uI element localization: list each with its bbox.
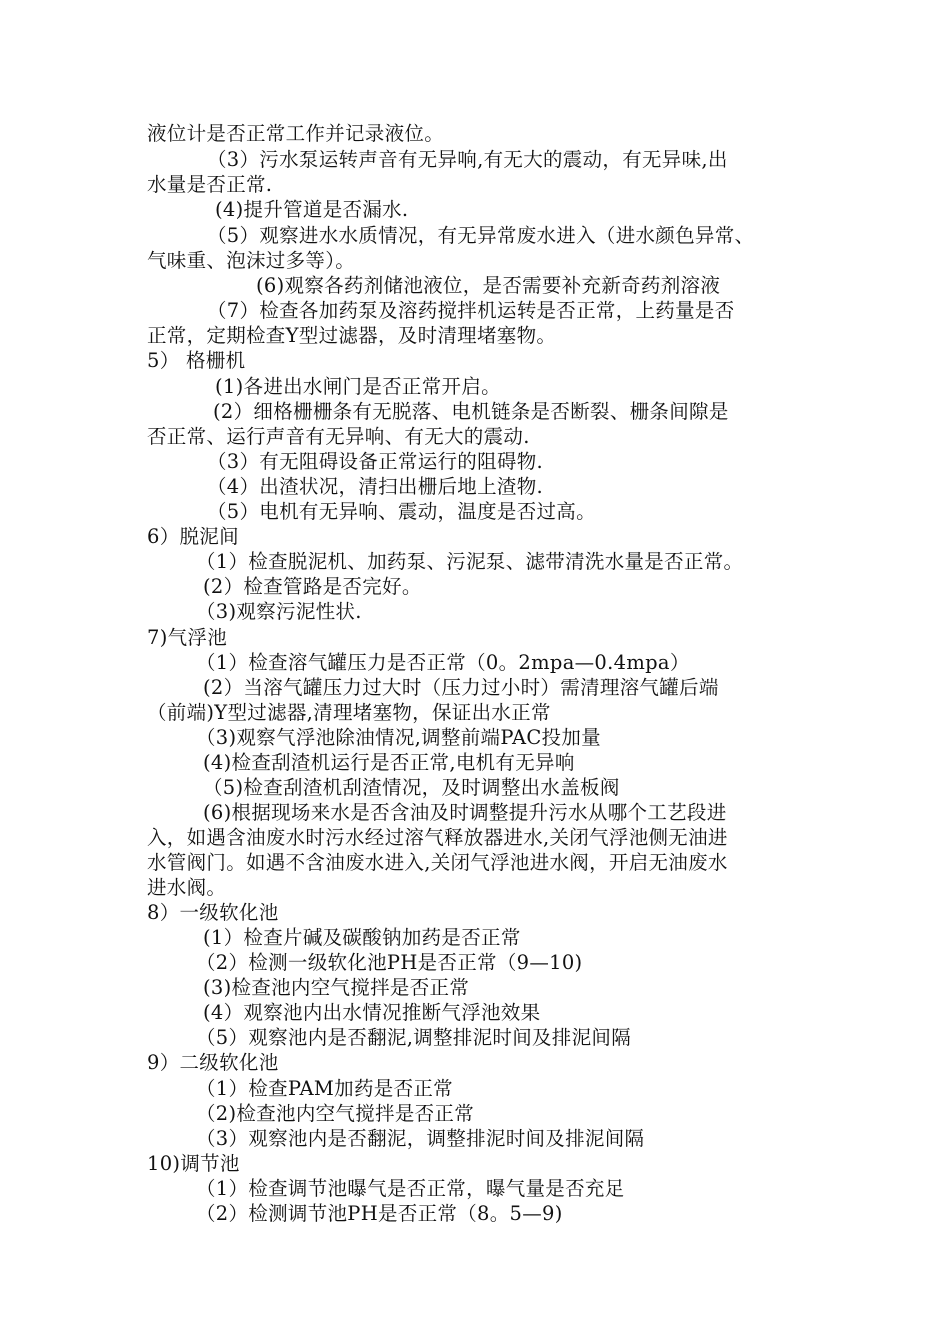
text-line: （4）出渣状况，清扫出栅后地上渣物. bbox=[207, 475, 544, 498]
text-line: 水量是否正常. bbox=[147, 173, 273, 196]
text-line: （1）检查溶气罐压力是否正常（0。2mpa—0.4mpa） bbox=[196, 651, 690, 674]
section-heading: 5） 格栅机 bbox=[147, 349, 246, 372]
text-line: （3）污水泵运转声音有无异响,有无大的震动，有无异味,出 bbox=[207, 148, 728, 171]
text-line: (6)观察各药剂储池液位，是否需要补充新奇药剂溶液 bbox=[256, 274, 721, 297]
text-line: (4)提升管道是否漏水. bbox=[215, 198, 409, 221]
text-line: (2）当溶气罐压力过大时（压力过小时）需清理溶气罐后端 bbox=[203, 676, 719, 699]
text-line: （3)观察污泥性状. bbox=[196, 600, 362, 623]
section-heading: 8）一级软化池 bbox=[147, 901, 279, 924]
text-line: (2）细格栅栅条有无脱落、电机链条是否断裂、栅条间隙是 bbox=[213, 400, 729, 423]
text-line: （5）观察进水水质情况，有无异常废水进入（进水颜色异常、 bbox=[207, 224, 755, 247]
text-line: (1）检查片碱及碳酸钠加药是否正常 bbox=[203, 926, 521, 949]
text-line: （1）检查调节池曝气是否正常，曝气量是否充足 bbox=[196, 1177, 625, 1200]
section-heading: 6）脱泥间 bbox=[147, 525, 239, 548]
text-line: (4）观察池内出水情况推断气浮池效果 bbox=[203, 1001, 541, 1024]
text-line: （1）检查脱泥机、加药泵、污泥泵、滤带清洗水量是否正常。 bbox=[196, 550, 744, 573]
text-line: （1）检查PAM加药是否正常 bbox=[196, 1077, 453, 1100]
section-heading: 9）二级软化池 bbox=[147, 1051, 279, 1074]
text-line: (6)根据现场来水是否含油及时调整提升污水从哪个工艺段进 bbox=[203, 801, 727, 824]
text-line: （5）观察池内是否翻泥,调整排泥时间及排泥间隔 bbox=[196, 1026, 632, 1049]
text-line: 进水阀。 bbox=[147, 876, 227, 899]
text-line: 入，如遇含油废水时污水经过溶气释放器进水,关闭气浮池侧无油进 bbox=[147, 826, 728, 849]
text-line: 正常，定期检查Y型过滤器，及时清理堵塞物。 bbox=[147, 324, 557, 347]
text-line: (3)检查池内空气搅拌是否正常 bbox=[203, 976, 470, 999]
text-line: （2）检测调节池PH是否正常（8。5—9) bbox=[196, 1202, 563, 1225]
text-line: （3)观察气浮池除油情况,调整前端PAC投加量 bbox=[196, 726, 601, 749]
text-line: （2）检测一级软化池PH是否正常（9—10) bbox=[196, 951, 583, 974]
section-heading: 7)气浮池 bbox=[147, 626, 228, 649]
text-line: （5）电机有无异响、震动，温度是否过高。 bbox=[207, 500, 596, 523]
text-line: （前端)Y型过滤器,清理堵塞物，保证出水正常 bbox=[147, 701, 551, 724]
text-line: 液位计是否正常工作并记录液位。 bbox=[147, 122, 445, 145]
text-line: （7）检查各加药泵及溶药搅拌机运转是否正常，上药量是否 bbox=[207, 299, 735, 322]
text-line: （3）观察池内是否翻泥，调整排泥时间及排泥间隔 bbox=[196, 1127, 645, 1150]
text-line: 否正常、运行声音有无异响、有无大的震动. bbox=[147, 425, 530, 448]
section-heading: 10)调节池 bbox=[147, 1152, 240, 1175]
text-line: （2)检查池内空气搅拌是否正常 bbox=[196, 1102, 475, 1125]
text-line: 水管阀门。如遇不含油废水进入,关闭气浮池进水阀，开启无油废水 bbox=[147, 851, 728, 874]
text-line: 气味重、泡沫过多等）。 bbox=[147, 249, 356, 272]
text-line: （5)检查刮渣机刮渣情况，及时调整出水盖板阀 bbox=[203, 776, 620, 799]
text-line: (1)各进出水闸门是否正常开启。 bbox=[215, 375, 501, 398]
text-line: (4)检查刮渣机运行是否正常,电机有无异响 bbox=[203, 751, 575, 774]
text-line: （3）有无阻碍设备正常运行的阻碍物. bbox=[207, 450, 544, 473]
text-line: (2）检查管路是否完好。 bbox=[203, 575, 422, 598]
